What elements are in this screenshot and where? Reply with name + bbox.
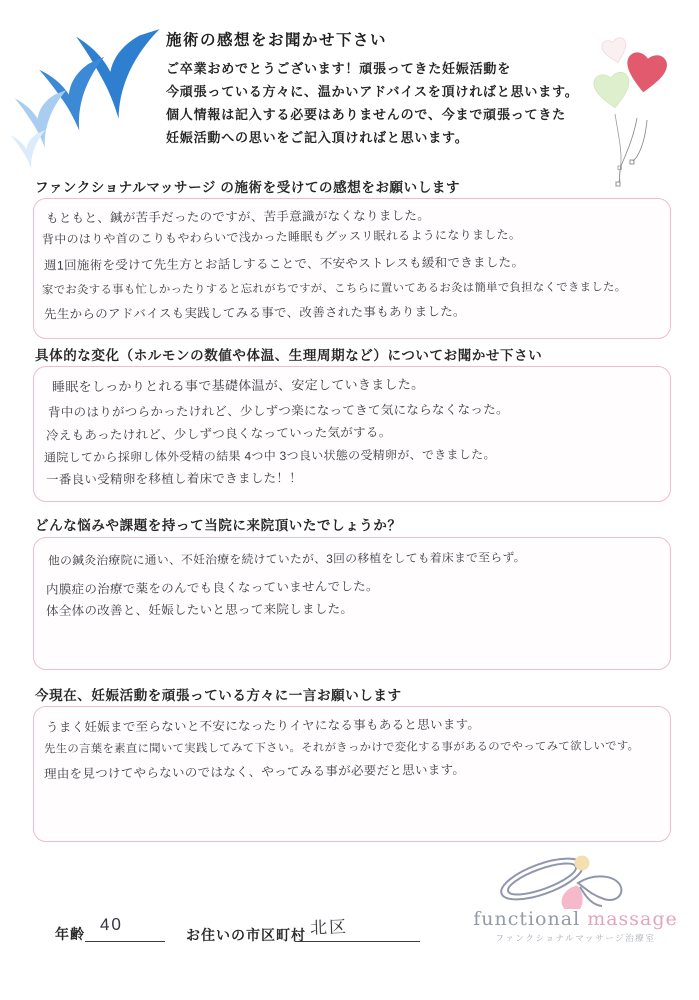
age-value-handwritten: 40 (99, 914, 124, 935)
handwritten-line: 家でお灸する事も忙しかったりすると忘れがちですが、こちらに置いてあるお灸は簡単で負担なくできました。 (41, 281, 627, 297)
handwritten-line: 内膜症の治療で薬をのんでも良くなっていませんでした。 (45, 579, 379, 597)
header-line: 個人情報は記入する必要はありませんので、今まで頑張ってきた (166, 107, 566, 122)
handwritten-line: 冷えもあったけれど、少しずつ良くなっていった気がする。 (45, 425, 392, 443)
logo-word-massage: massage (587, 908, 678, 930)
handwritten-line: 理由を見つけてやらないのではなく、やってみる事が必要だと思います。 (43, 762, 466, 782)
handwritten-line: 通院してから採卵し体外受精の結果 4つ中 3つ良い状態の受精卵が、できました。 (43, 447, 496, 465)
handwritten-line: 体全体の改善と、妊娠したいと思って来院しました。 (45, 601, 354, 619)
city-label: お住いの市区町村 (186, 927, 306, 943)
butterfly-logo-icon (482, 851, 672, 909)
handwritten-line: 先生の言葉を素直に聞いて実践してみて下さい。それがきっかけで変化する事があるのでやってみて欲しいです。 (43, 740, 640, 756)
section-2-response-box (33, 366, 671, 502)
logo-japanese-name: ファンクショナルマッサージ治療室 (495, 933, 656, 943)
handwritten-line: うまく妊娠まで至らないと不安になったりイヤになる事もあると思います。 (45, 717, 481, 735)
section-1-label: ファンクショナルマッサージ の施術を受けての感想をお願いします (35, 180, 461, 195)
age-label: 年齢 (55, 926, 85, 942)
handwritten-line: 一番良い受精卵を移植し着床できました！！ (45, 471, 303, 487)
section-1-response-box (33, 198, 671, 339)
handwritten-line: 先生からのアドバイスも実践してみる事で、改善された事もありました。 (43, 304, 466, 322)
handwritten-line: 週1回施術を受けて先生方とお話しすることで、不安やストレスも緩和できました。 (43, 255, 525, 273)
heart-balloons-icon (575, 30, 687, 198)
page-title: 施術の感想をお聞かせ下さい (166, 32, 388, 49)
handwritten-line: 背中のはりがつらかったけれど、少しずつ楽になってきて気にならなくなった。 (47, 402, 509, 420)
logo-wordmark (468, 908, 683, 930)
handwritten-line: 他の鍼灸治療院に通い、不妊治療を続けていたが、3回の移植をしても着床まで至らず。 (47, 550, 526, 568)
handwritten-line: 背中のはりや首のこりもやわらいで浅かった睡眠もグッスリ眠れるようになりました。 (41, 227, 522, 247)
handwritten-line: 睡眠をしっかりとれる事で基礎体温が、安定していきました。 (51, 376, 425, 395)
city-value-handwritten: 北区 (309, 917, 349, 938)
section-4-label: 今現在、妊娠活動を頑張っている方々に一言お願いします (35, 688, 402, 703)
section-3-response-box (33, 537, 671, 670)
logo-yellow-dot (575, 856, 590, 871)
bluebirds-icon (8, 26, 164, 178)
header-line: 今頑張っている方々に、温かいアドバイスを頂ければと思います。 (166, 84, 579, 99)
section-2-label: 具体的な変化（ホルモンの数値や体温、生理周期など）についてお聞かせ下さい (35, 348, 543, 363)
section-3-label: どんな悩みや課題を持って当院に来院頂いたでしょうか？ (35, 518, 402, 533)
logo-word-functional: functional (473, 908, 581, 930)
age-underline (85, 921, 165, 942)
section-4-response-box (33, 706, 671, 842)
city-underline (295, 920, 420, 942)
header-line: 妊娠活動への思いをご記入頂ければと思います。 (166, 130, 469, 145)
handwritten-line: もともと、鍼が苦手だったのですが、苦手意識がなくなりました。 (45, 208, 431, 226)
header-line: ご卒業おめでとうございます！頑張ってきた妊娠活動を (166, 61, 512, 76)
